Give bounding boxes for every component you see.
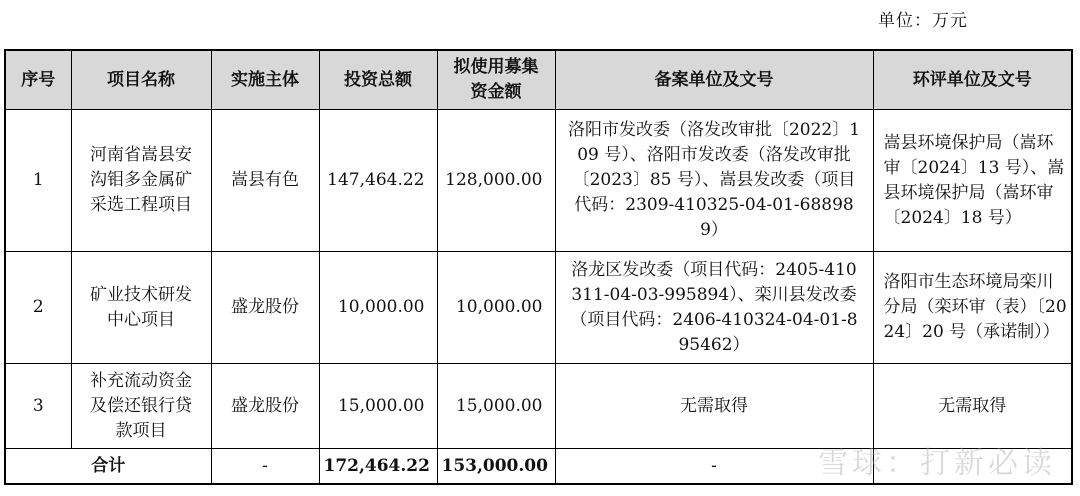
cell-entity: 嵩县有色 — [211, 110, 319, 252]
unit-label: 单位：万元 — [878, 11, 968, 31]
cell-total-investment: 147,464.22 — [319, 110, 437, 252]
cell-entity: 盛龙股份 — [211, 364, 319, 449]
cell-raised-funds: 128,000.00 — [437, 110, 555, 252]
cell-total-investment: 10,000.00 — [319, 252, 437, 364]
table-row — [5, 110, 1072, 252]
table-header-row — [5, 50, 1072, 110]
header-raised-funds: 拟使用募集资金额 — [437, 50, 555, 110]
table-row — [5, 364, 1072, 449]
cell-raised-funds: 10,000.00 — [437, 252, 555, 364]
header-seq: 序号 — [5, 50, 71, 110]
cell-raised-funds: 15,000.00 — [437, 364, 555, 449]
cell-total-investment: 15,000.00 — [319, 364, 437, 449]
total-row — [5, 449, 1072, 485]
cell-eia: 洛阳市生态环境局栾川分局（栾环审（表）〔2024〕20 号（承诺制）） — [873, 252, 1072, 364]
cell-filing: 洛龙区发改委（项目代码：2405-410311-04-03-995894）、栾川县发改委（项目代码：2406-410324-04-01-895462） — [555, 252, 873, 364]
header-total-investment: 投资总额 — [319, 50, 437, 110]
header-entity: 实施主体 — [211, 50, 319, 110]
cell-project-name: 矿业技术研发中心项目 — [71, 252, 211, 364]
fundraising-projects-table — [4, 49, 1073, 485]
cell-project-name: 补充流动资金及偿还银行贷款项目 — [71, 364, 211, 449]
table-row — [5, 252, 1072, 364]
cell-filing: 洛阳市发改委（洛发改审批〔2022〕109 号）、洛阳市发改委（洛发改审批〔2023〕85 号）、嵩县发改委（项目代码：2309-410325-04-01-688989） — [555, 110, 873, 252]
cell-seq: 3 — [5, 364, 71, 449]
header-filing: 备案单位及文号 — [555, 50, 873, 110]
header-eia: 环评单位及文号 — [873, 50, 1072, 110]
cell-seq: 2 — [5, 252, 71, 364]
total-label: 合计 — [5, 449, 211, 485]
cell-project-name: 河南省嵩县安沟钼多金属矿采选工程项目 — [71, 110, 211, 252]
total-eia — [873, 449, 1072, 485]
watermark-logo: 雪球：打新必读 — [818, 446, 1056, 481]
cell-eia: 嵩县环境保护局（嵩环审〔2024〕13 号）、嵩县环境保护局（嵩环审〔2024〕18 号） — [873, 110, 1072, 252]
total-entity: - — [211, 449, 319, 485]
cell-entity: 盛龙股份 — [211, 252, 319, 364]
cell-eia: 无需取得 — [873, 364, 1072, 449]
total-filing: - — [555, 449, 873, 485]
total-raised-sum: 153,000.00 — [437, 449, 555, 485]
cell-seq: 1 — [5, 110, 71, 252]
header-project-name: 项目名称 — [71, 50, 211, 110]
cell-filing: 无需取得 — [555, 364, 873, 449]
total-investment-sum: 172,464.22 — [319, 449, 437, 485]
